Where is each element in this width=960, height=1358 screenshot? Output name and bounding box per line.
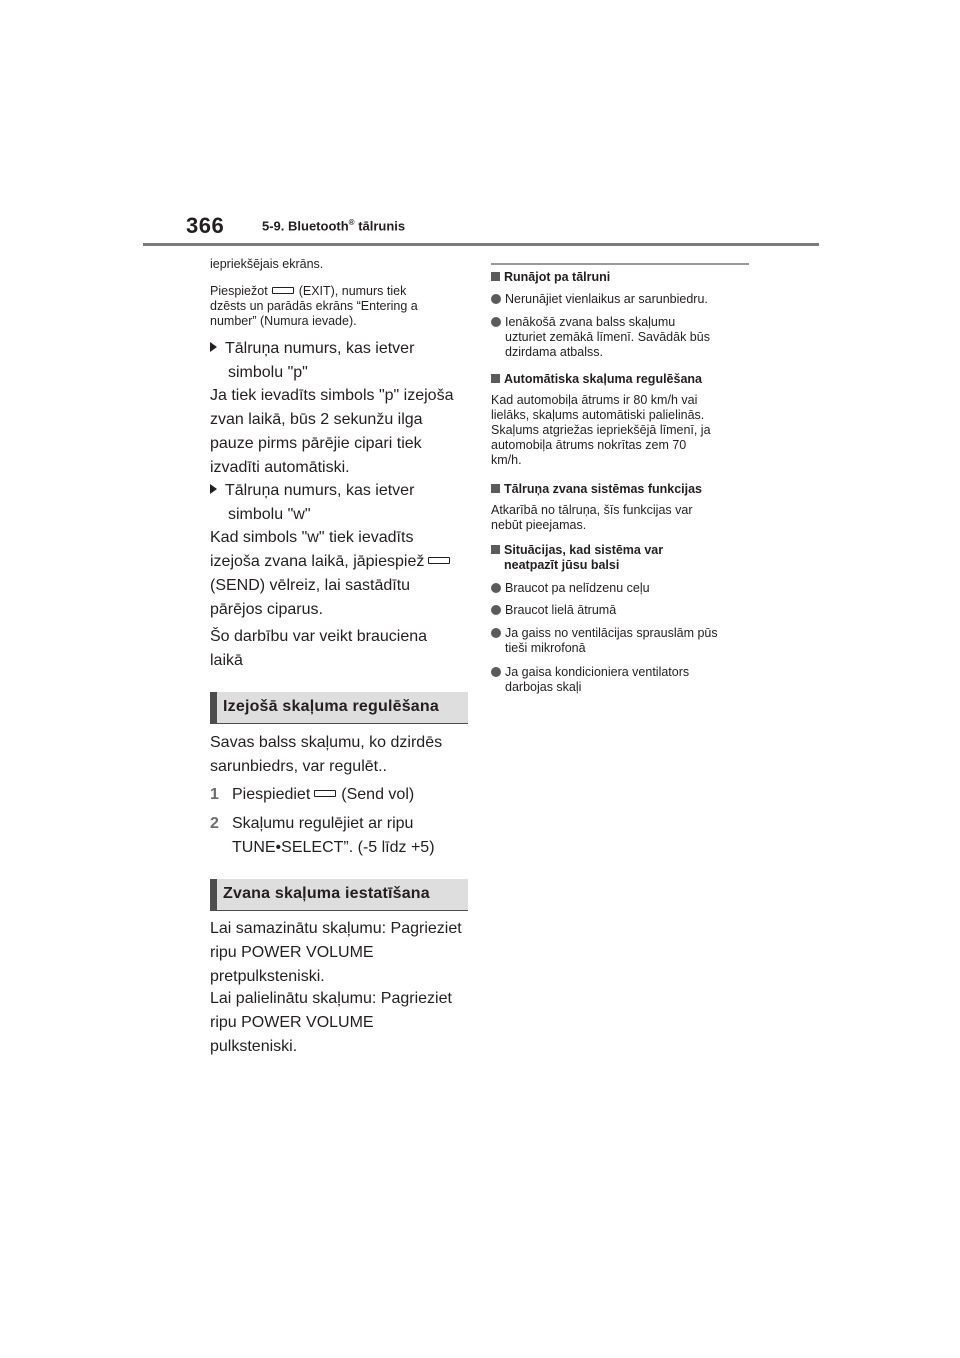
outgoing-volume-body: Savas balss skaļumu, ko dzirdēs sarunbiedrs, var regulēt.. [210, 734, 443, 775]
bullet-high-speed: Braucot lielā ātrumā [491, 603, 749, 618]
square-bullet-icon [491, 272, 500, 281]
circle-bullet-icon [491, 317, 501, 327]
heading-auto-volume: Automātiska skaļuma regulēšana [491, 372, 749, 387]
phone-functions-body: Atkarībā no tālruņa, šīs funkcijas var nebūt pieejamas. [491, 503, 693, 532]
step-2: 2 Skaļumu regulējiet ar ripu TUNE•SELECT”. (-5 līdz +5) [210, 815, 435, 856]
right-column-rule [491, 263, 749, 265]
bullet-talking-2: Ienākošā zvana balss skaļumu uzturiet zemākā līmenī. Savādāk būs dzirdama atbalss. [491, 315, 749, 360]
send-vol-button-icon [314, 790, 336, 797]
exit-paragraph: Piespiežot (EXIT), numurs tiek dzēsts un parādās ekrāns “Entering a number” (Numura ievade). [210, 284, 418, 328]
triangle-bullet-icon [210, 484, 217, 494]
bullet-vent-air: Ja gaiss no ventilācijas sprauslām pūs tieši mikrofonā [491, 626, 749, 656]
circle-bullet-icon [491, 667, 501, 677]
heading-phone-functions: Tālruņa zvana sistēmas funkcijas [491, 482, 749, 497]
triangle-bullet-icon [210, 342, 217, 352]
exit-button-icon [272, 287, 294, 294]
w-symbol-body: Kad simbols "w" tiek ievadīts izejoša zvana laikā, jāpiespiež (SEND) vēlreiz, lai sastādītu pārējos ciparus. [210, 526, 455, 622]
bullet-ac-fan: Ja gaisa kondicioniera ventilators darbojas skaļi [491, 665, 749, 695]
step-1: 1 Piespiediet (Send vol) [210, 786, 415, 803]
ring-volume-decrease: Lai samazinātu skaļumu: Pagrieziet ripu POWER VOLUME pretpulksteniski. [210, 920, 462, 985]
ring-volume-increase: Lai palielinātu skaļumu: Pagrieziet ripu POWER VOLUME pulksteniski. [210, 990, 452, 1055]
square-bullet-icon [491, 484, 500, 493]
drive-note: Šo darbību var veikt brauciena laikā [210, 628, 428, 669]
send-button-icon [428, 557, 450, 564]
p-symbol-body: Ja tiek ievadīts simbols "p" izejoša zvan laikā, būs 2 sekunžu ilga pauze pirms pārējie cipari tiek izvadīti automātiski. [210, 387, 454, 476]
bullet-talking-1: Nerunājiet vienlaikus ar sarunbiedru. [491, 292, 749, 307]
section-heading-ring-volume: Zvana skaļuma iestatīšana [210, 879, 468, 911]
square-bullet-icon [491, 545, 500, 554]
square-bullet-icon [491, 374, 500, 383]
prev-screen-text: iepriekšējais ekrāns. [210, 257, 324, 271]
page-number: 366 [186, 213, 225, 238]
auto-volume-body: Kad automobiļa ātrums ir 80 km/h vai lielāks, skaļums automātiski palielinās. Skaļums atgriežas iepriekšējā līmenī, ja automobiļa ātrums nokrītas zem 70 km/h. [491, 393, 711, 467]
section-title: 5-9. Bluetooth® tālrunis [262, 218, 406, 234]
circle-bullet-icon [491, 628, 501, 638]
header-rule [143, 243, 819, 246]
section-heading-outgoing-volume: Izejošā skaļuma regulēšana [210, 692, 468, 724]
circle-bullet-icon [491, 583, 501, 593]
heading-voice-recognition: Situācijas, kad sistēma var neatpazīt jūsu balsi [491, 543, 749, 573]
heading-talking: Runājot pa tālruni [491, 270, 749, 285]
w-symbol-heading: Tālruņa numurs, kas ietver simbolu "w" [210, 479, 414, 527]
circle-bullet-icon [491, 605, 501, 615]
p-symbol-heading: Tālruņa numurs, kas ietver simbolu "p" [210, 337, 414, 385]
circle-bullet-icon [491, 294, 501, 304]
bullet-rough-road: Braucot pa nelīdzenu ceļu [491, 581, 749, 596]
